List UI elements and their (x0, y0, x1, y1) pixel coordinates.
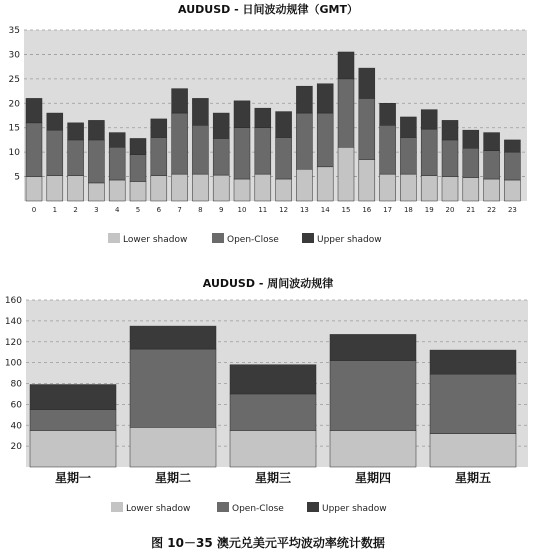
hourly-bar-open-close (276, 137, 292, 179)
hourly-y-tick-label: 25 (8, 74, 20, 85)
weekly-y-tick-label: 40 (10, 421, 22, 432)
hourly-bar-open-close (68, 140, 84, 176)
hourly-bar-open-close (192, 125, 208, 174)
hourly-x-tick-label: 21 (466, 206, 476, 214)
hourly-chart-title: AUDUSD - 日间波动规律（GMT） (178, 3, 358, 16)
hourly-y-tick-label: 20 (8, 99, 20, 110)
hourly-x-tick-label: 13 (299, 206, 309, 214)
hourly-x-tick-label: 0 (31, 206, 37, 214)
hourly-bar-lower-shadow (317, 167, 333, 201)
hourly-bar-upper-shadow (88, 120, 104, 140)
hourly-x-tick-label: 2 (73, 206, 78, 214)
hourly-y-tick-label: 10 (8, 148, 20, 159)
hourly-bar-open-close (109, 147, 125, 180)
hourly-y-tick-label: 5 (14, 172, 20, 183)
legend-swatch-upper-shadow (307, 502, 319, 512)
hourly-bar-lower-shadow (255, 174, 271, 201)
hourly-bar-open-close (504, 152, 520, 180)
hourly-bar-upper-shadow (234, 101, 250, 128)
hourly-bar-upper-shadow (359, 68, 375, 98)
hourly-bar-lower-shadow (151, 176, 167, 201)
legend-label-lower-shadow: Lower shadow (126, 504, 191, 514)
hourly-bar-open-close (172, 113, 188, 174)
hourly-bar-upper-shadow (109, 133, 125, 148)
hourly-x-tick-label: 16 (362, 206, 372, 214)
legend-label-open-close: Open-Close (227, 235, 279, 245)
weekly-y-tick-label: 100 (4, 358, 22, 369)
weekly-legend (111, 502, 387, 514)
weekly-x-tick-label: 星期一 (54, 471, 92, 485)
hourly-bar-open-close (463, 148, 479, 177)
legend-swatch-upper-shadow (302, 233, 314, 243)
weekly-x-tick-label: 星期二 (154, 471, 192, 485)
hourly-x-tick-label: 20 (445, 206, 455, 214)
hourly-bar-upper-shadow (47, 113, 63, 130)
hourly-bar-open-close (338, 79, 354, 147)
weekly-bar-lower-shadow (130, 427, 216, 467)
hourly-bar-upper-shadow (442, 120, 458, 140)
hourly-x-tick-label: 14 (320, 206, 330, 214)
hourly-bar-lower-shadow (47, 176, 63, 201)
hourly-x-tick-label: 9 (218, 206, 224, 214)
hourly-bar-open-close (213, 138, 229, 175)
weekly-bar-open-close (30, 410, 116, 431)
hourly-bar-lower-shadow (172, 174, 188, 201)
hourly-bar-upper-shadow (421, 110, 437, 130)
hourly-x-tick-label: 12 (279, 206, 289, 214)
hourly-bar-lower-shadow (26, 177, 42, 201)
legend-label-upper-shadow: Upper shadow (322, 504, 387, 514)
weekly-y-tick-label: 120 (4, 337, 22, 348)
hourly-bar-upper-shadow (338, 52, 354, 79)
hourly-bar-lower-shadow (380, 174, 396, 201)
legend-swatch-open-close (217, 502, 229, 512)
hourly-bar-lower-shadow (68, 176, 84, 201)
hourly-bar-lower-shadow (504, 180, 520, 201)
hourly-bar-open-close (380, 125, 396, 174)
hourly-x-tick-label: 7 (177, 206, 182, 214)
hourly-bar-upper-shadow (68, 123, 84, 140)
weekly-x-tick-label: 星期四 (354, 471, 392, 485)
hourly-bar-upper-shadow (484, 133, 500, 151)
hourly-bar-lower-shadow (109, 180, 125, 201)
weekly-y-tick-label: 80 (10, 379, 22, 390)
hourly-bar-upper-shadow (296, 86, 312, 113)
weekly-x-tick-label: 星期三 (254, 471, 292, 485)
hourly-x-tick-label: 6 (156, 206, 162, 214)
hourly-legend (108, 233, 382, 245)
hourly-bar-upper-shadow (317, 84, 333, 113)
legend-label-upper-shadow: Upper shadow (317, 235, 382, 245)
legend-swatch-lower-shadow (108, 233, 120, 243)
hourly-bar-open-close (296, 113, 312, 169)
weekly-bar-open-close (130, 349, 216, 427)
hourly-x-tick-label: 19 (424, 206, 434, 214)
hourly-bar-open-close (88, 140, 104, 183)
legend-label-lower-shadow: Lower shadow (123, 235, 188, 245)
weekly-bar-open-close (230, 394, 316, 431)
hourly-bar-lower-shadow (192, 174, 208, 201)
hourly-bar-lower-shadow (213, 175, 229, 201)
hourly-bar-lower-shadow (400, 174, 416, 201)
hourly-x-tick-label: 23 (507, 206, 517, 214)
hourly-bar-lower-shadow (484, 179, 500, 201)
weekly-chart-title: AUDUSD - 周间波动规律 (202, 277, 334, 290)
weekly-bar-upper-shadow (130, 326, 216, 349)
hourly-bar-lower-shadow (338, 147, 354, 201)
hourly-x-tick-label: 15 (341, 206, 351, 214)
hourly-bar-lower-shadow (130, 181, 146, 201)
hourly-x-tick-label: 3 (94, 206, 99, 214)
hourly-bar-upper-shadow (130, 138, 146, 154)
hourly-x-tick-label: 1 (52, 206, 58, 214)
hourly-bar-open-close (47, 130, 63, 175)
weekly-bar-lower-shadow (230, 430, 316, 467)
hourly-bar-upper-shadow (172, 89, 188, 113)
weekly-y-tick-label: 160 (4, 296, 22, 306)
weekly-bar-upper-shadow (330, 334, 416, 360)
hourly-bar-upper-shadow (400, 117, 416, 138)
hourly-bar-open-close (151, 137, 167, 175)
weekly-x-tick-label: 星期五 (454, 471, 492, 485)
hourly-bar-open-close (400, 137, 416, 174)
hourly-bar-upper-shadow (192, 98, 208, 125)
hourly-bar-lower-shadow (463, 178, 479, 201)
hourly-y-tick-label: 15 (8, 123, 20, 134)
legend-swatch-lower-shadow (111, 502, 123, 512)
weekly-bar-lower-shadow (30, 430, 116, 467)
hourly-y-tick-label: 30 (8, 50, 20, 61)
hourly-bar-upper-shadow (255, 108, 271, 128)
hourly-x-tick-label: 22 (487, 206, 497, 214)
weekly-y-tick-label: 60 (10, 400, 22, 411)
hourly-x-tick-label: 4 (114, 206, 120, 214)
hourly-bar-open-close (442, 140, 458, 177)
hourly-bar-open-close (421, 129, 437, 175)
hourly-bar-upper-shadow (504, 140, 520, 152)
hourly-bar-lower-shadow (421, 176, 437, 201)
hourly-x-tick-label: 17 (383, 206, 393, 214)
figure-caption: 图 10－35 澳元兑美元平均波动率统计数据 (151, 536, 385, 550)
hourly-bar-open-close (484, 151, 500, 179)
hourly-bar-upper-shadow (380, 103, 396, 125)
hourly-x-tick-label: 11 (258, 206, 268, 214)
hourly-y-tick-label: 35 (8, 26, 20, 36)
hourly-bar-open-close (26, 123, 42, 177)
hourly-bar-open-close (234, 128, 250, 179)
hourly-bar-lower-shadow (276, 179, 292, 201)
weekly-bar-upper-shadow (430, 350, 516, 374)
hourly-bar-open-close (359, 98, 375, 159)
hourly-bar-lower-shadow (442, 177, 458, 201)
hourly-bar-open-close (317, 113, 333, 167)
hourly-bar-upper-shadow (151, 119, 167, 138)
hourly-x-tick-label: 18 (403, 206, 413, 214)
weekly-bar-upper-shadow (230, 365, 316, 394)
weekly-bar-open-close (430, 374, 516, 433)
hourly-bar-upper-shadow (463, 130, 479, 148)
weekly-bar-lower-shadow (430, 434, 516, 467)
weekly-y-tick-label: 140 (4, 316, 22, 327)
hourly-bar-lower-shadow (359, 159, 375, 201)
hourly-bar-upper-shadow (213, 113, 229, 138)
hourly-bar-open-close (130, 155, 146, 182)
hourly-bar-lower-shadow (296, 169, 312, 201)
weekly-bar-upper-shadow (30, 385, 116, 410)
hourly-bar-open-close (255, 128, 271, 174)
hourly-bar-upper-shadow (276, 112, 292, 138)
hourly-bar-lower-shadow (234, 179, 250, 201)
legend-label-open-close: Open-Close (232, 504, 284, 514)
hourly-bar-upper-shadow (26, 98, 42, 122)
weekly-y-tick-label: 20 (10, 442, 22, 453)
hourly-bar-lower-shadow (88, 183, 104, 201)
hourly-x-tick-label: 10 (237, 206, 247, 214)
weekly-bar-lower-shadow (330, 430, 416, 467)
hourly-x-tick-label: 5 (135, 206, 141, 214)
legend-swatch-open-close (212, 233, 224, 243)
weekly-bar-open-close (330, 361, 416, 431)
hourly-x-tick-label: 8 (198, 206, 203, 214)
